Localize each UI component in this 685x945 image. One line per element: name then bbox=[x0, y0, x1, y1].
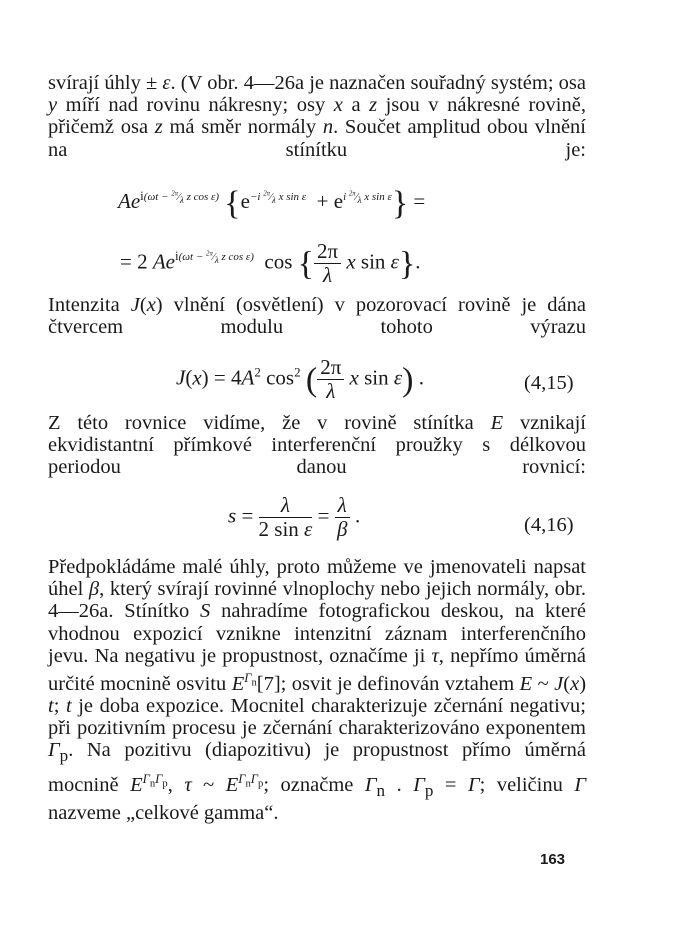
equation-4-16: s = $\frac{\lambda}{\text{2 sin ε}}$ = $\frac{\lambda}{\beta}$ . bbox=[228, 493, 361, 542]
equation-amplitude-sum-line2: = 2 $Ae^{i(\omega t - ^{2\pi}⁄_\lambda z cos \varepsilon)}$ cos { $\frac{2\pi}{\lambda}$ x sin ε}. bbox=[120, 239, 421, 288]
equation-number-4-16: (4,16) bbox=[524, 514, 574, 536]
paragraph-intensity: Intenzita J(x) vlnění (osvětlení) v pozorovací rovině je dána čtvercem modulu tohoto výrazu bbox=[48, 294, 586, 339]
paragraph-photographic: Předpokládáme malé úhly, proto můžeme ve jmenovateli napsat úhel β, který svírají rovinné vlnoplochy nebo jejich normály, obr. 4—26a. Stínítko S nahradíme fotografickou deskou, na které vhodnou expozicí vznikne intenzitní záznam interferenčního jevu. Na negativu je propustnost, označíme ji τ, nepřímo úměrná určité mocnině osvitu $E^{\Gamma_n}[7]$; osvit je definován vztahem E ~ J(x) t; t je doba expozice. Mocnitel charakterizuje zčernání negativu; při pozitivním procesu je zčernání charakterizováno exponentem $\Gamma_p$. Na pozitivu (diapozitivu) je propustnost přímo úměrná mocnině $E^{\Gamma_n\Gamma_p}$, τ ~ $E^{\Gamma_n\Gamma_p}$; označme $\Gamma_n$ . $\Gamma_p = \Gamma$; veličinu Γ nazveme „celkové gamma“. bbox=[48, 556, 587, 824]
page-number: 163 bbox=[540, 851, 566, 868]
equation-number-4-15: (4,15) bbox=[524, 372, 574, 394]
equation-amplitude-sum-line1: $Ae^{i(\omega t - ^{2\pi}⁄_\lambda z cos \varepsilon)}$ $\{e^{-i ^{2\pi}⁄_\lambda x sin \varepsilon} + e^{i ^{2\pi}⁄_\lambda x sin \varepsilon}\}$ = bbox=[118, 185, 426, 222]
equation-4-15: $J(x) = 4A^2$ $\cos^2$ ( $\frac{2\pi}{\lambda}$ x sin ε) . bbox=[176, 355, 424, 404]
paragraph-fringes: Z této rovnice vidíme, že v rovině stínítka E vznikají ekvidistantní přímkové interferenční proužky s délkovou periodou danou rovnicí: bbox=[48, 412, 586, 479]
paragraph-intro: svírají úhly ± ε. (V obr. 4—26a je naznačen souřadný systém; osa y míří nad rovinu nákresny; osy x a z jsou v nákresné rovině, přičemž osa z má směr normály n. Součet amplitud obou vlnění na stínítku je: bbox=[48, 72, 586, 161]
